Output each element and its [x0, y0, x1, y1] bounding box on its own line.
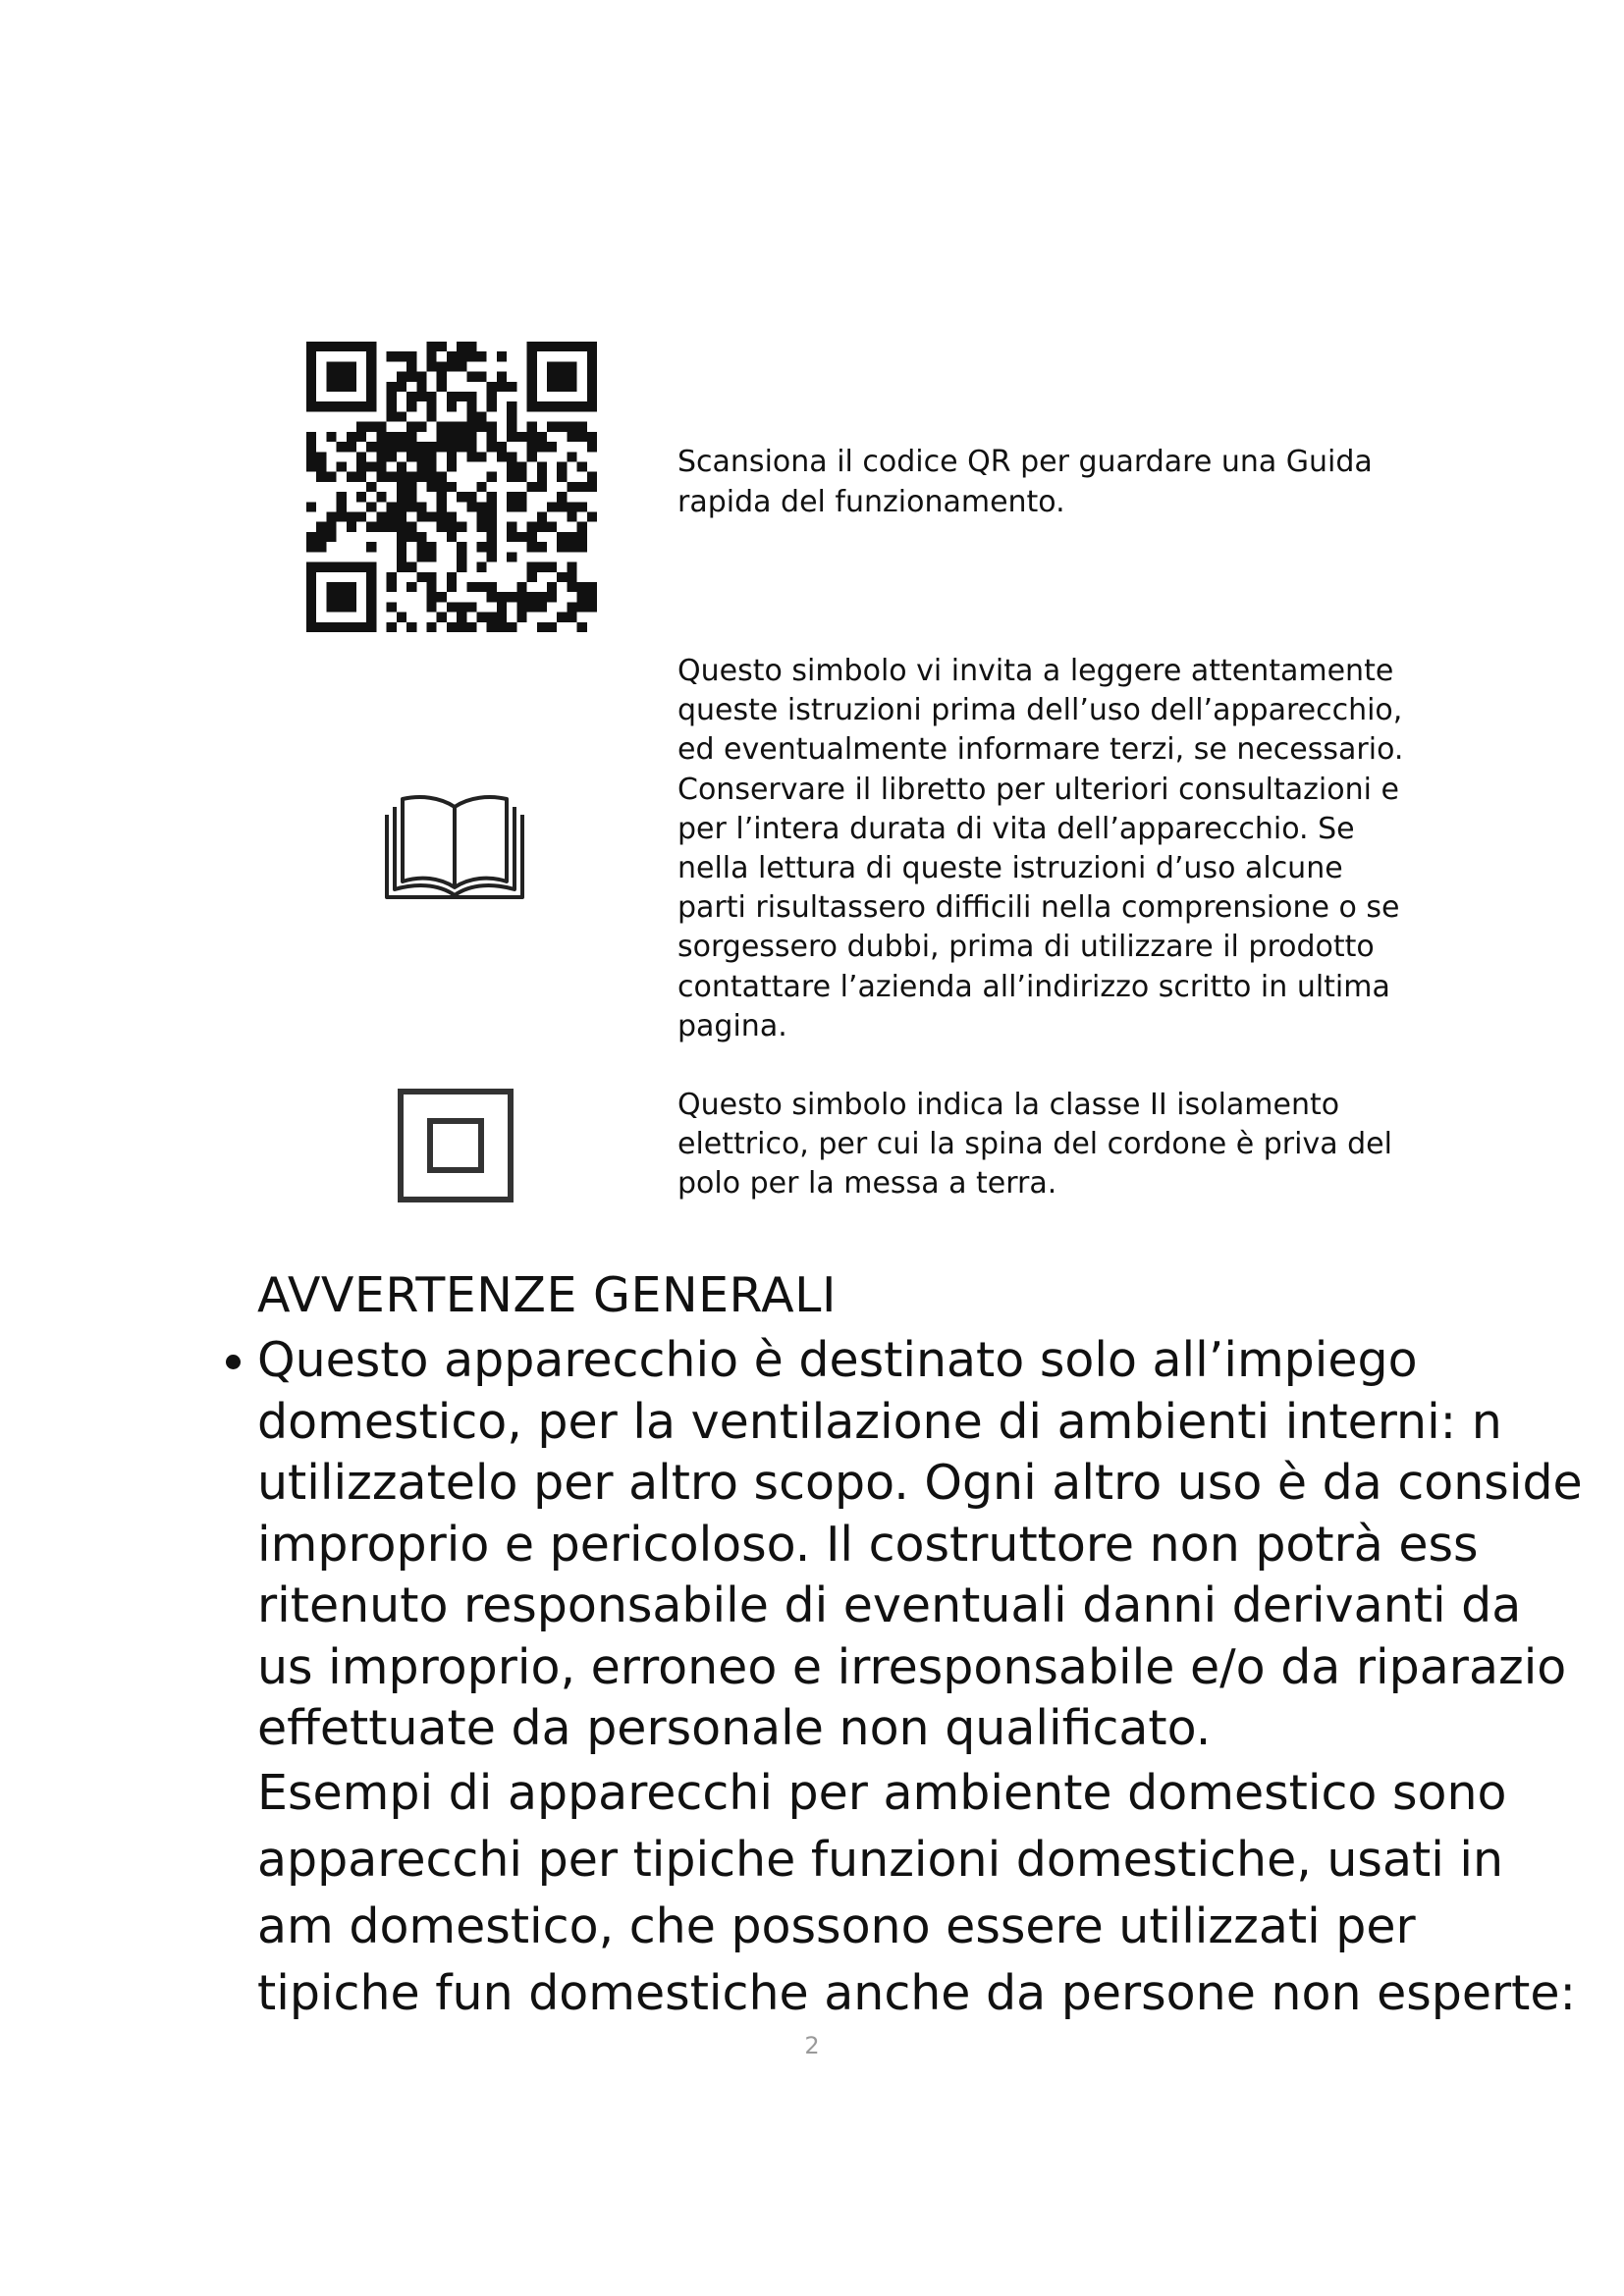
manual-symbol-text: Questo simbolo vi invita a leggere attentamente queste istruzioni prima dell’uso dell’apparecchio, ed eventualmente informare terzi, se necessario. Conservare il libretto per ulteriori consultazioni e per l’intera durata di vita dell’apparecchio. Se nella lettura di queste istruzioni d’uso alcune parti risultassero difficili nella comprensione o se sorgessero dubbi, prima di utilizzare il prodotto contattare l’azienda all’indirizzo scritto in ultima pagina. — [677, 654, 1404, 1043]
warnings-list — [257, 1330, 1624, 2027]
open-book-icon — [381, 793, 528, 903]
qr-code[interactable] — [306, 342, 597, 632]
warning-text: Questo apparecchio è destinato solo all’impiego domestico, per la ventilazione di ambienti interni: n utilizzatelo per altro scopo. Ogni altro uso è da conside improprio e pericoloso. Il costruttore non potrà ess ritenuto responsabile di eventuali danni derivanti da us improprio, erroneo e irresponsabile e/o da riparazio effettuate da personale non qualificato. — [257, 1332, 1583, 1756]
page-number: 2 — [804, 2032, 820, 2059]
examples-text: Esempi di apparecchi per ambiente domestico sono apparecchi per tipiche funzioni domestiche, usati in am domestico, che possono essere utilizzati per tipiche fun domestiche anche da persone non esperte: — [257, 1764, 1577, 2021]
qr-instruction-text: Scansiona il codice QR per guardare una Guida rapida del funzionamento. — [677, 445, 1373, 519]
warning-item — [257, 1330, 1583, 2027]
bullet-icon — [226, 1355, 241, 1369]
general-warnings-title: AVVERTENZE GENERALI — [257, 1267, 837, 1323]
class2-symbol-text: Questo simbolo indica la classe II isolamento elettrico, per cui la spina del cordone è priva del polo per la messa a terra. — [677, 1088, 1392, 1201]
double-square-icon — [397, 1088, 514, 1203]
